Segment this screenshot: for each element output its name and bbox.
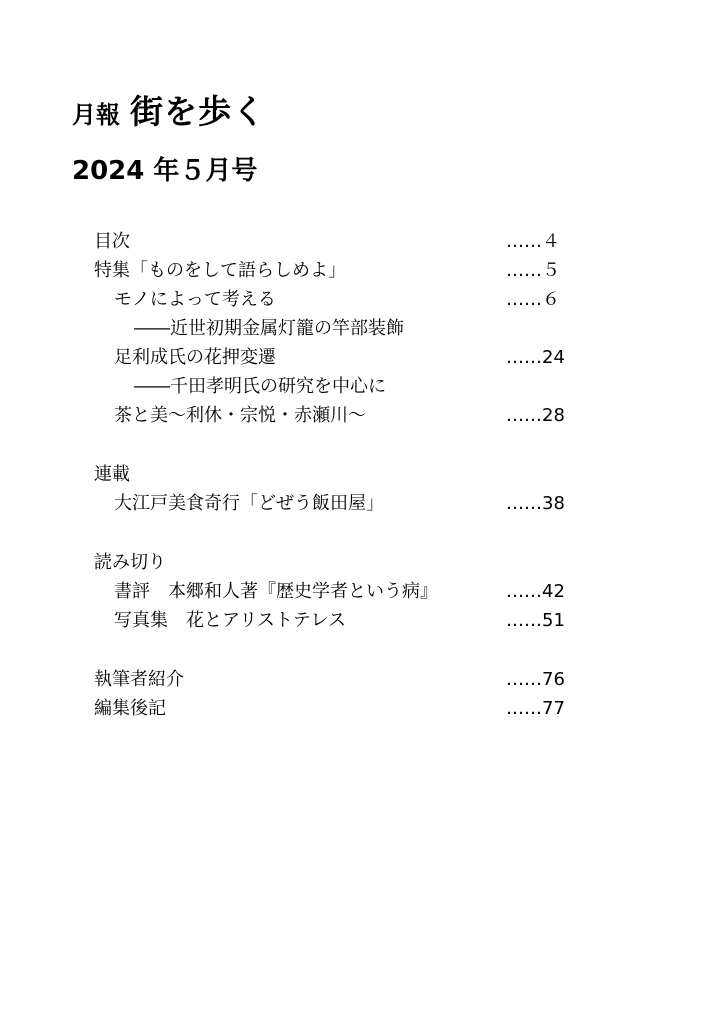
toc-row-article-1-subtitle <box>94 314 594 343</box>
toc-entry-title: 写真集 花とアリストテレス <box>114 610 347 631</box>
toc-row-feature[interactable] <box>94 256 594 285</box>
toc-entry-title: 編集後記 <box>94 698 166 719</box>
toc-section-oneshot <box>94 548 594 577</box>
toc-page-number: ……77 <box>506 698 565 719</box>
toc-row-oneshot-1[interactable] <box>94 577 594 606</box>
toc-page-number: ……38 <box>506 493 565 514</box>
toc-entry-title: 茶と美～利休・宗悦・赤瀬川～ <box>114 405 366 426</box>
section-gap <box>94 635 594 665</box>
toc-row-article-3[interactable] <box>94 401 594 430</box>
toc-entry-title: 大江戸美食奇行「どぜう飯田屋」 <box>114 493 384 514</box>
toc-page-number: ……５ <box>506 260 560 281</box>
section-gap <box>94 430 594 460</box>
toc-page-number: ……６ <box>506 289 560 310</box>
toc-entry-title: モノによって考える <box>114 289 276 310</box>
toc-page-number: ……24 <box>506 347 565 368</box>
toc-entry-title: 特集「ものをして語らしめよ」 <box>94 260 346 281</box>
toc-page-number: ……42 <box>506 581 565 602</box>
toc-entry-subtitle: ――近世初期金属灯籠の竿部装飾 <box>134 318 404 339</box>
title-line <box>72 86 266 136</box>
publication-type: 月報 <box>72 101 120 129</box>
magazine-header <box>72 86 266 187</box>
issue-date: 2024 年５月号 <box>72 156 258 186</box>
toc-section-serial <box>94 460 594 489</box>
toc-section-title: 連載 <box>94 464 130 485</box>
toc-row-article-2[interactable] <box>94 343 594 372</box>
toc-entry-title: 書評 本郷和人著『歴史学者という病』 <box>114 581 438 602</box>
toc-entry-title: 執筆者紹介 <box>94 669 184 690</box>
toc-row-oneshot-2[interactable] <box>94 606 594 635</box>
toc-row-article-1[interactable] <box>94 285 594 314</box>
toc-page-number: ……28 <box>506 405 565 426</box>
toc-entry-title: 足利成氏の花押変遷 <box>114 347 276 368</box>
toc-page-number: ……51 <box>506 610 565 631</box>
table-of-contents <box>94 227 594 723</box>
toc-section-title: 読み切り <box>94 552 166 573</box>
toc-row-article-2-subtitle <box>94 372 594 401</box>
toc-row-contents-heading[interactable] <box>94 227 594 256</box>
toc-entry-subtitle: ――千田孝明氏の研究を中心に <box>134 376 386 397</box>
toc-row-serial-1[interactable] <box>94 489 594 518</box>
toc-entry-title: 目次 <box>94 231 130 252</box>
toc-page-number: ……76 <box>506 669 565 690</box>
section-gap <box>94 518 594 548</box>
toc-page-number: ……４ <box>506 231 560 252</box>
toc-row-editorial[interactable] <box>94 694 594 723</box>
toc-row-authors[interactable] <box>94 665 594 694</box>
magazine-title: 街を歩く <box>130 92 266 131</box>
